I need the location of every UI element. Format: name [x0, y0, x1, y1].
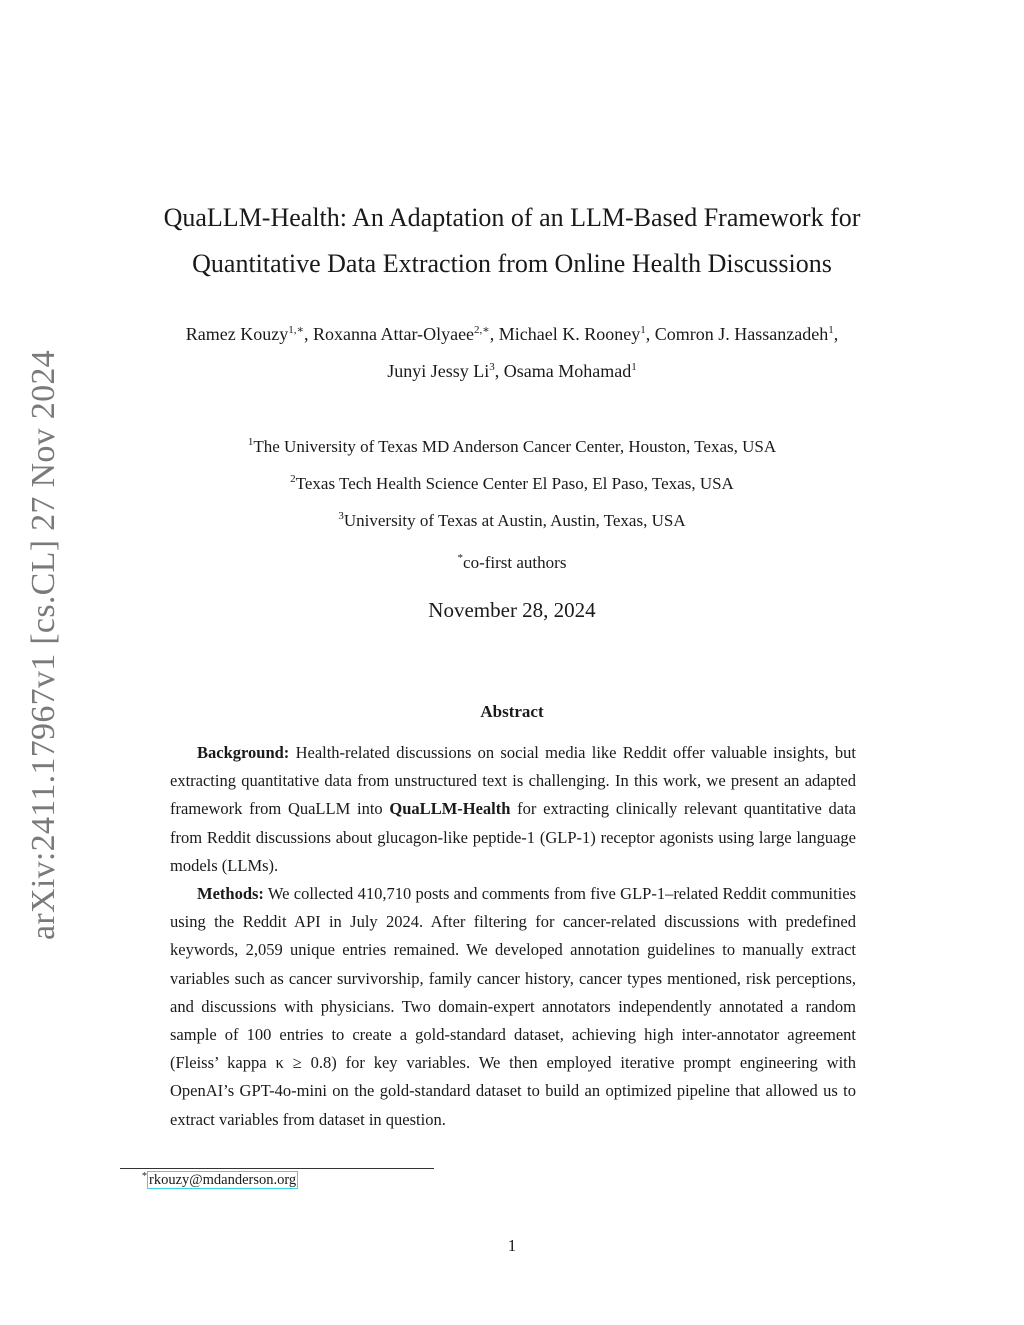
methods-label: Methods: — [197, 884, 264, 904]
co-first-authors-note: *co-first authors — [457, 552, 567, 572]
footnote-divider — [120, 1168, 434, 1169]
footnote: * rkouzy@mdanderson.org — [142, 1171, 297, 1188]
framework-name: QuaLLM-Health — [389, 799, 511, 819]
author-line-2: Junyi Jessy Li$^3$, Osama Mohamad$^1$ — [387, 361, 637, 381]
affiliation-list — [110, 428, 914, 539]
author-line-1: Ramez Kouzy$^{1,∗}$, Roxanna Attar-Olyaee$^{2,∗}$, Michael K. Rooney$^1$, Comron J. Hassanzadeh$^1$, — [185, 324, 839, 344]
abstract-body — [170, 739, 856, 1134]
author-list — [110, 316, 914, 390]
affiliation-item: $^1$The University of Texas MD Anderson Cancer Center, Houston, Texas, USA — [247, 436, 777, 456]
author-name: Ramez Kouzy — [185, 324, 289, 344]
paper-title — [100, 195, 924, 287]
author-name: Osama Mohamad — [503, 361, 632, 381]
author-name: Comron J. Hassanzadeh — [654, 324, 829, 344]
author-affiliation-marker: 3 — [489, 361, 495, 373]
author-name: Junyi Jessy Li — [387, 361, 490, 381]
page-number: 1 — [507, 1236, 517, 1255]
author-affiliation-marker: 2,∗ — [474, 324, 490, 336]
author-affiliation-marker: 1,∗ — [288, 324, 304, 336]
affiliation-item: $^3$University of Texas at Austin, Austin, Texas, USA — [338, 510, 686, 530]
arxiv-identifier: arXiv:2411.17967v1 [cs.CL] 27 Nov 2024 — [25, 350, 62, 940]
author-name: Michael K. Rooney — [498, 324, 641, 344]
title-line-1: QuaLLM-Health: An Adaptation of an LLM-Based Framework for — [163, 203, 861, 232]
author-affiliation-marker: 1 — [631, 361, 637, 373]
title-line-2: Quantitative Data Extraction from Online Health Discussions — [192, 249, 832, 278]
background-label: Background: — [197, 743, 290, 762]
abstract-heading: Abstract — [480, 702, 544, 721]
author-affiliation-marker: 1 — [828, 324, 834, 336]
email-link[interactable]: rkouzy@mdanderson.org — [149, 1172, 297, 1188]
abstract-background-paragraph: Background: Health-related discussions on social media like Reddit offer valuable insights, but extracting quantitative data from unstructured text is challenging. In this work, we present an adapted framework from QuaLLM into QuaLLM-Health for extracting clinically relevant quantitative data from Reddit discussions about glucagon-like peptide-1 (GLP-1) receptor agonists using large language models (LLMs). — [170, 743, 856, 875]
abstract-methods-paragraph: Methods: We collected 410,710 posts and comments from five GLP-1–related Reddit communities using the Reddit API in July 2024. After filtering for cancer-related discussions with predefined keywords, 2,059 unique entries remained. We developed annotation guidelines to manually extract variables such as cancer survivorship, family cancer history, cancer types mentioned, risk perceptions, and discussions with physicians. Two domain-expert annotators independently annotated a random sample of 100 entries to create a gold-standard dataset, achieving high inter-annotator agreement (Fleiss’ kappa κ ≥ 0.8) for key variables. We then employed iterative prompt engineering with OpenAI’s GPT-4o-mini on the gold-standard dataset to build an optimized pipeline that allowed us to extract variables from dataset in question. — [170, 884, 856, 1129]
publication-date: November 28, 2024 — [428, 598, 596, 622]
affiliation-item: $^2$Texas Tech Health Science Center El Paso, El Paso, Texas, USA — [290, 473, 734, 493]
author-name: Roxanna Attar-Olyaee — [312, 324, 475, 344]
author-affiliation-marker: 1 — [640, 324, 646, 336]
